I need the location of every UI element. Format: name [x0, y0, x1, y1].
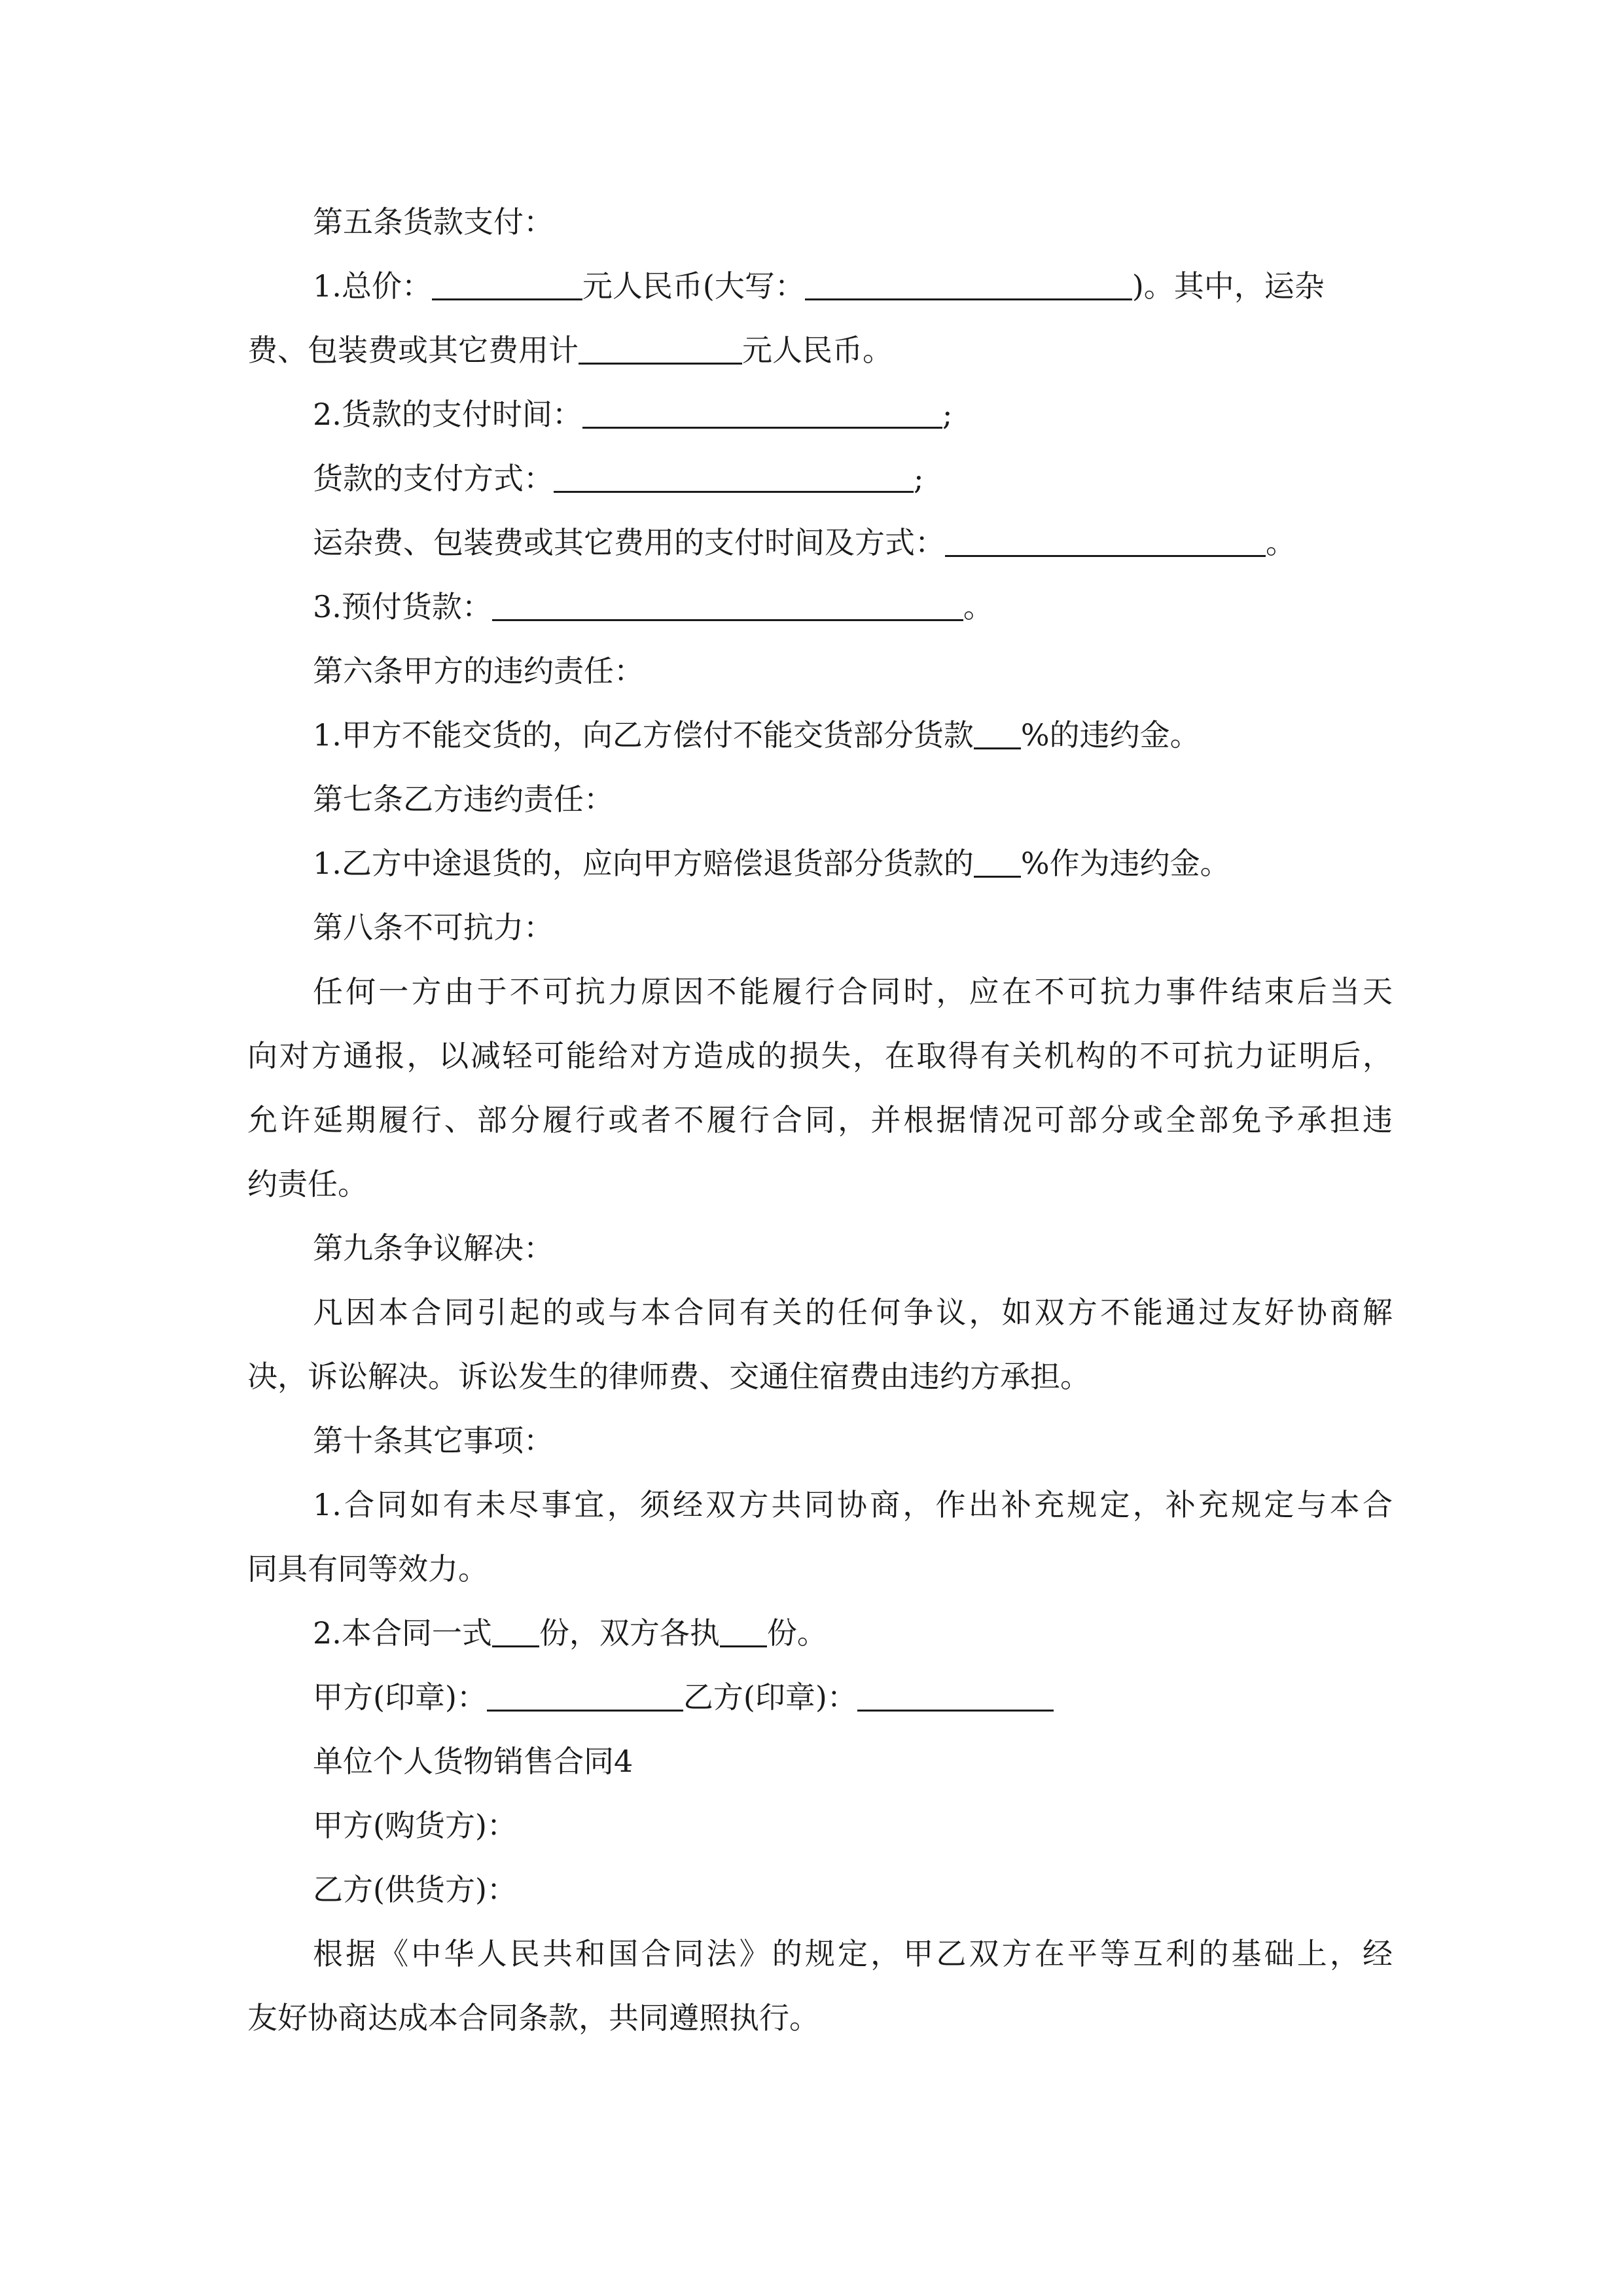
art6-item-1: 1.甲方不能交货的，向乙方偿付不能交货部分货款 %的违约金。 — [247, 703, 1393, 767]
total-price-blank[interactable] — [432, 264, 582, 300]
payment-method-blank[interactable] — [554, 457, 914, 493]
fees-amount-blank[interactable] — [579, 329, 742, 365]
party-b-seal-blank[interactable] — [857, 1676, 1054, 1712]
party-a-buyer: 甲方(购货方)： — [313, 1808, 517, 1843]
art10-item-2: 2.本合同一式 份，双方各执 份。 — [247, 1601, 1393, 1665]
article-6-heading: 第六条甲方的违约责任： — [313, 653, 644, 689]
art9-line-1: 凡因本合同引起的或与本合同有关的任何争议，如双方不能通过友好协商解 — [313, 1295, 1393, 1330]
signature-line: 甲方(印章)： 乙方(印章)： — [247, 1665, 1393, 1729]
contract-4-intro-line-1: 根据《中华人民共和国合同法》的规定，甲乙双方在平等互利的基础上，经 — [313, 1936, 1393, 1971]
art9-line-2: 决，诉讼解决。诉讼发生的律师费、交通住宿费由违约方承担。 — [247, 1359, 1090, 1394]
art5-freight-payment-line: 运杂费、包装费或其它费用的支付时间及方式： 。 — [247, 511, 1393, 575]
art6-percent-blank[interactable] — [974, 713, 1021, 749]
document-page — [247, 190, 1393, 2050]
article-7-heading: 第七条乙方违约责任： — [313, 781, 614, 817]
art10-item-1-line-2: 同具有同等效力。 — [247, 1551, 488, 1587]
total-price-uppercase-blank[interactable] — [805, 264, 1132, 300]
party-b-supplier: 乙方(供货方)： — [313, 1872, 517, 1907]
article-8-heading: 第八条不可抗力： — [313, 910, 554, 945]
art10-item-1-line-1: 1.合同如有未尽事宜，须经双方共同协商，作出补充规定，补充规定与本合 — [313, 1487, 1393, 1522]
art7-percent-blank[interactable] — [974, 842, 1021, 878]
art5-total-price-line: 1.总价： 元人民币(大写： )。其中，运杂 — [247, 254, 1393, 318]
art5-payment-method-line: 货款的支付方式： ; — [247, 446, 1393, 511]
article-5-heading: 第五条货款支付： — [313, 204, 554, 240]
copies-each-blank[interactable] — [720, 1611, 767, 1647]
art8-line-3: 允许延期履行、部分履行或者不履行合同，并根据情况可部分或全部免予承担违 — [247, 1102, 1393, 1138]
prepayment-blank[interactable] — [492, 585, 963, 621]
copies-total-blank[interactable] — [492, 1611, 539, 1647]
art8-line-2: 向对方通报，以减轻可能给对方造成的损失，在取得有关机构的不可抗力证明后， — [247, 1038, 1393, 1073]
art5-fees-line: 费、包装费或其它费用计 元人民币。 — [247, 318, 1393, 382]
article-10-heading: 第十条其它事项： — [313, 1423, 554, 1458]
party-a-seal-blank[interactable] — [487, 1676, 683, 1712]
contract-4-title: 单位个人货物销售合同4 — [313, 1744, 633, 1779]
payment-time-blank[interactable] — [582, 393, 942, 429]
art7-item-1: 1.乙方中途退货的，应向甲方赔偿退货部分货款的 %作为违约金。 — [247, 831, 1393, 895]
art8-line-4: 约责任。 — [247, 1166, 368, 1202]
art5-prepayment-line: 3.预付货款： 。 — [247, 575, 1393, 639]
freight-payment-blank[interactable] — [945, 521, 1266, 557]
art8-line-1: 任何一方由于不可抗力原因不能履行合同时，应在不可抗力事件结束后当天 — [313, 974, 1393, 1009]
article-9-heading: 第九条争议解决： — [313, 1230, 554, 1266]
contract-4-intro-line-2: 友好协商达成本合同条款，共同遵照执行。 — [247, 2000, 819, 2036]
art5-payment-time-line: 2.货款的支付时间： ; — [247, 382, 1393, 446]
